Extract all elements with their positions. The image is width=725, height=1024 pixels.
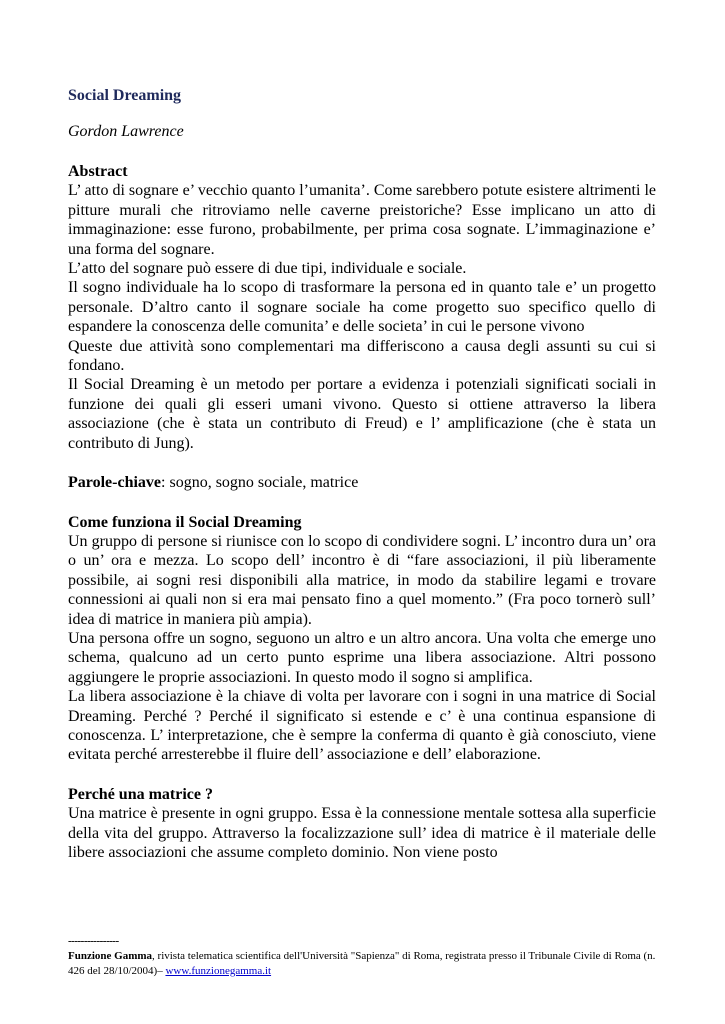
footer-rule: ---------------- [68, 935, 119, 947]
abstract-heading: Abstract [68, 163, 128, 180]
abstract-paragraph: Il sogno individuale ha lo scopo di trasformare la persona ed in quanto tale e’ un progetto personale. D’altro canto il sognare sociale ha come progetto suo specifico quello di espandere la conoscenza delle comunita’ e delle societa’ in cui le persone vivono [68, 279, 656, 336]
section-paragraph: Una matrice è presente in ogni gruppo. Essa è la connessione mentale sottesa alla superficie della vita del gruppo. Attraverso la focalizzazione sull’ idea di matrice è il materiale delle libere associazioni che assume completo dominio. Non viene posto [68, 805, 656, 861]
footer-text: , rivista telematica scientifica dell'Università "Sapienza" di Roma, registrata presso il Tribunale Civile di Roma (n. 426 del 28/10/2004)– [68, 950, 656, 977]
abstract-section [68, 162, 656, 453]
section-paragraph: La libera associazione è la chiave di volta per lavorare con i sogni in una matrice di Social Dreaming. Perché ? Perché il significato si estende e c’ è una continua espansione di conoscenza. L’ interpretazione, che è sempre la conferma di quanto è già conosciuto, viene evitata perché arresterebbe il fluire dell’ associazione e dell’ elaborazione. [68, 688, 656, 764]
abstract-paragraph: L’atto del sognare può essere di due tipi, individuale e sociale. [68, 260, 467, 278]
keywords-line [68, 473, 656, 492]
document-author: Gordon Lawrence [68, 123, 184, 140]
abstract-paragraph: Il Social Dreaming è un metodo per portare a evidenza i potenziali significati sociali in funzione dei quali gli esseri umani vivono. Questo si ottiene attraverso la libera associazione (che è stata un contributo di Freud) e l’ amplificazione (che è stata un contributo di Jung). [68, 376, 656, 452]
keywords-label: Parole-chiave [68, 474, 162, 492]
document-title: Social Dreaming [68, 87, 182, 104]
footer-link[interactable]: www.funzionegamma.it [165, 965, 272, 977]
keywords-text: : sogno, sogno sociale, matrice [161, 474, 359, 492]
section-heading: Come funziona il Social Dreaming [68, 513, 302, 531]
section-why-matrix [68, 785, 656, 863]
abstract-paragraph: L’ atto di sognare e’ vecchio quanto l’umanita’. Come sarebbero potute esistere altrimenti le pitture murali che ritroviamo nelle caverne preistoriche? Esse implicano un atto di immaginazione: esse furono, probabilmente, per prima cosa sognate. L’immaginazione e’ una forma del sognare. [68, 182, 656, 258]
section-heading: Perché una matrice ? [68, 785, 213, 803]
section-paragraph: Un gruppo di persone si riunisce con lo scopo di condividere sogni. L’ incontro dura un’ ora o un’ ora e mezza. Lo scopo dell’ incontro è di “fare associazioni, il più liberamente possibile, ai sogni resi disponibili alla matrice, in modo da stabilire legami e trovare connessioni ai quali non si era mai pensato fino a quel momento.” (Fra poco tornerò sull’ idea di matrice in maniera più ampia). [68, 532, 656, 628]
page-footer [68, 934, 656, 979]
abstract-paragraph: Queste due attività sono complementari ma differiscono a causa degli assunti su cui si fondano. [68, 337, 656, 375]
section-how-it-works [68, 513, 656, 765]
section-paragraph: Una persona offre un sogno, seguono un altro e un altro ancora. Una volta che emerge uno schema, qualcuno ad un certo punto esprime una libera associazione. Altri possono aggiungere le proprie associazioni. In questo modo il sogno si amplifica. [68, 629, 656, 686]
document-page [68, 86, 656, 862]
footer-journal: Funzione Gamma [68, 950, 153, 962]
footer-note [68, 949, 656, 979]
